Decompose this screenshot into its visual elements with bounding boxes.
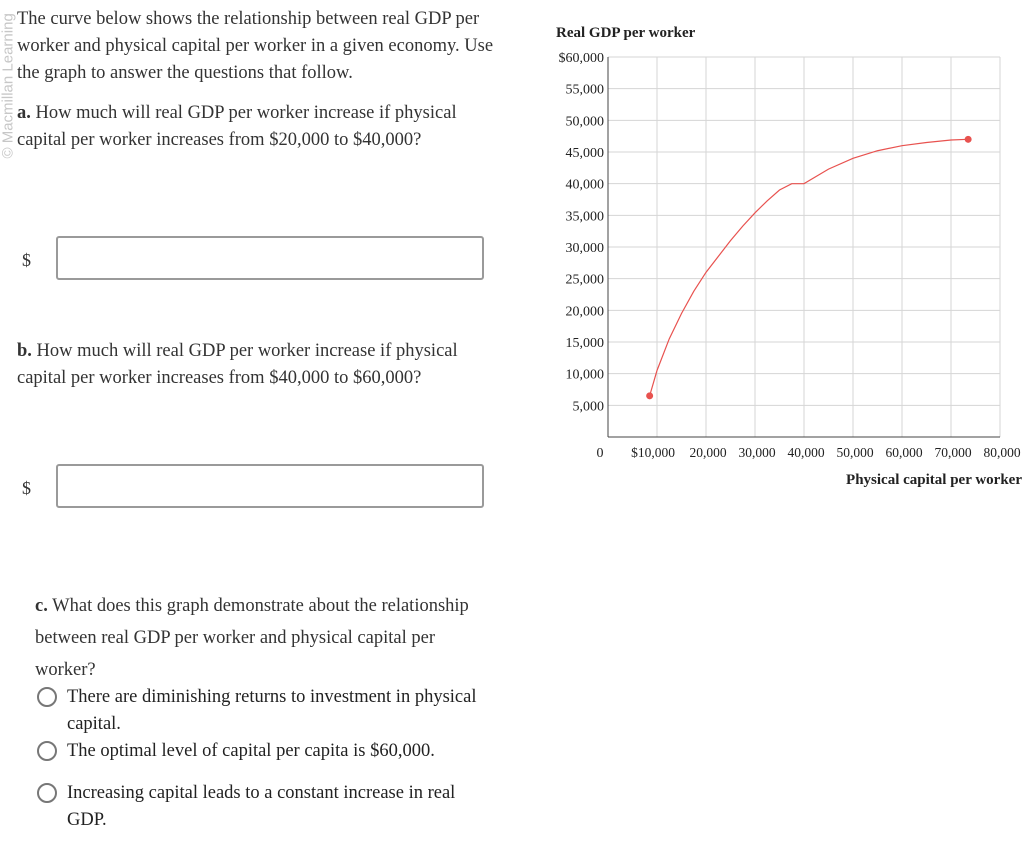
y-tick-label: 40,000 (565, 177, 604, 193)
question-a-text: How much will real GDP per worker increase if physical capital per worker increases from $20,000 to $40,000? (17, 103, 457, 150)
option-label: The optimal level of capital per capita is $60,000. (67, 741, 435, 761)
radio-circle-icon[interactable] (37, 741, 57, 761)
option-diminishing-returns[interactable] (37, 684, 497, 738)
y-tick-label: 30,000 (565, 241, 604, 256)
x-tick-label: 60,000 (885, 445, 923, 460)
question-b-label: b. (17, 341, 32, 361)
origin-label: 0 (596, 446, 604, 461)
y-tick-label: 55,000 (565, 82, 604, 98)
curve-endpoint (646, 392, 653, 399)
chart-title: Real GDP per worker (556, 25, 696, 41)
option-constant-increase[interactable] (37, 780, 497, 834)
x-tick-label: 70,000 (934, 445, 972, 460)
option-optimal-level[interactable] (37, 738, 497, 765)
copyright-watermark: © Macmillan Learning (0, 13, 17, 159)
question-a-label: a. (17, 103, 31, 123)
x-tick-label: 80,000 (983, 445, 1021, 460)
question-b (17, 338, 497, 392)
answer-b-input[interactable] (56, 464, 484, 508)
option-label: There are diminishing returns to investment in physical capital. (67, 687, 477, 734)
radio-circle-icon[interactable] (37, 687, 57, 707)
question-c-text: What does this graph demonstrate about the relationship between real GDP per worker and physical capital per worker? (35, 596, 469, 680)
intro-text: The curve below shows the relationship between real GDP per worker and physical capital per worker in a given economy. Use the graph to answer the questions that follow. (17, 9, 494, 83)
radio-circle-icon[interactable] (37, 783, 57, 803)
y-tick-label: 45,000 (565, 146, 604, 161)
x-tick-label: 20,000 (689, 445, 727, 460)
y-tick-label: 10,000 (565, 367, 604, 383)
y-tick-label: 25,000 (565, 272, 604, 288)
x-axis-label: Physical capital per worker (846, 472, 1022, 488)
option-label: Increasing capital leads to a constant increase in real GDP. (67, 783, 456, 830)
y-tick-label: 20,000 (565, 304, 604, 320)
y-tick-label: 15,000 (565, 336, 604, 351)
y-tick-label: 35,000 (565, 209, 604, 225)
y-tick-label: 50,000 (565, 114, 604, 130)
question-c-label: c. (35, 596, 48, 616)
dollar-sign-a: $ (22, 250, 31, 270)
gdp-capital-chart (540, 0, 1024, 500)
answer-a-input[interactable] (56, 236, 484, 280)
x-tick-label: 30,000 (738, 445, 776, 460)
x-tick-label: 50,000 (836, 445, 874, 460)
curve-endpoint (965, 136, 972, 143)
question-b-text: How much will real GDP per worker increase if physical capital per worker increases from $40,000 to $60,000? (17, 341, 458, 388)
question-a (17, 100, 497, 154)
y-tick-label: 5,000 (572, 399, 604, 415)
gdp-curve-line (650, 139, 969, 396)
y-tick-label: $60,000 (558, 51, 604, 66)
question-c (35, 590, 485, 686)
dollar-sign-b: $ (22, 478, 31, 498)
x-tick-label: $10,000 (631, 445, 675, 460)
x-tick-label: 40,000 (787, 445, 825, 460)
